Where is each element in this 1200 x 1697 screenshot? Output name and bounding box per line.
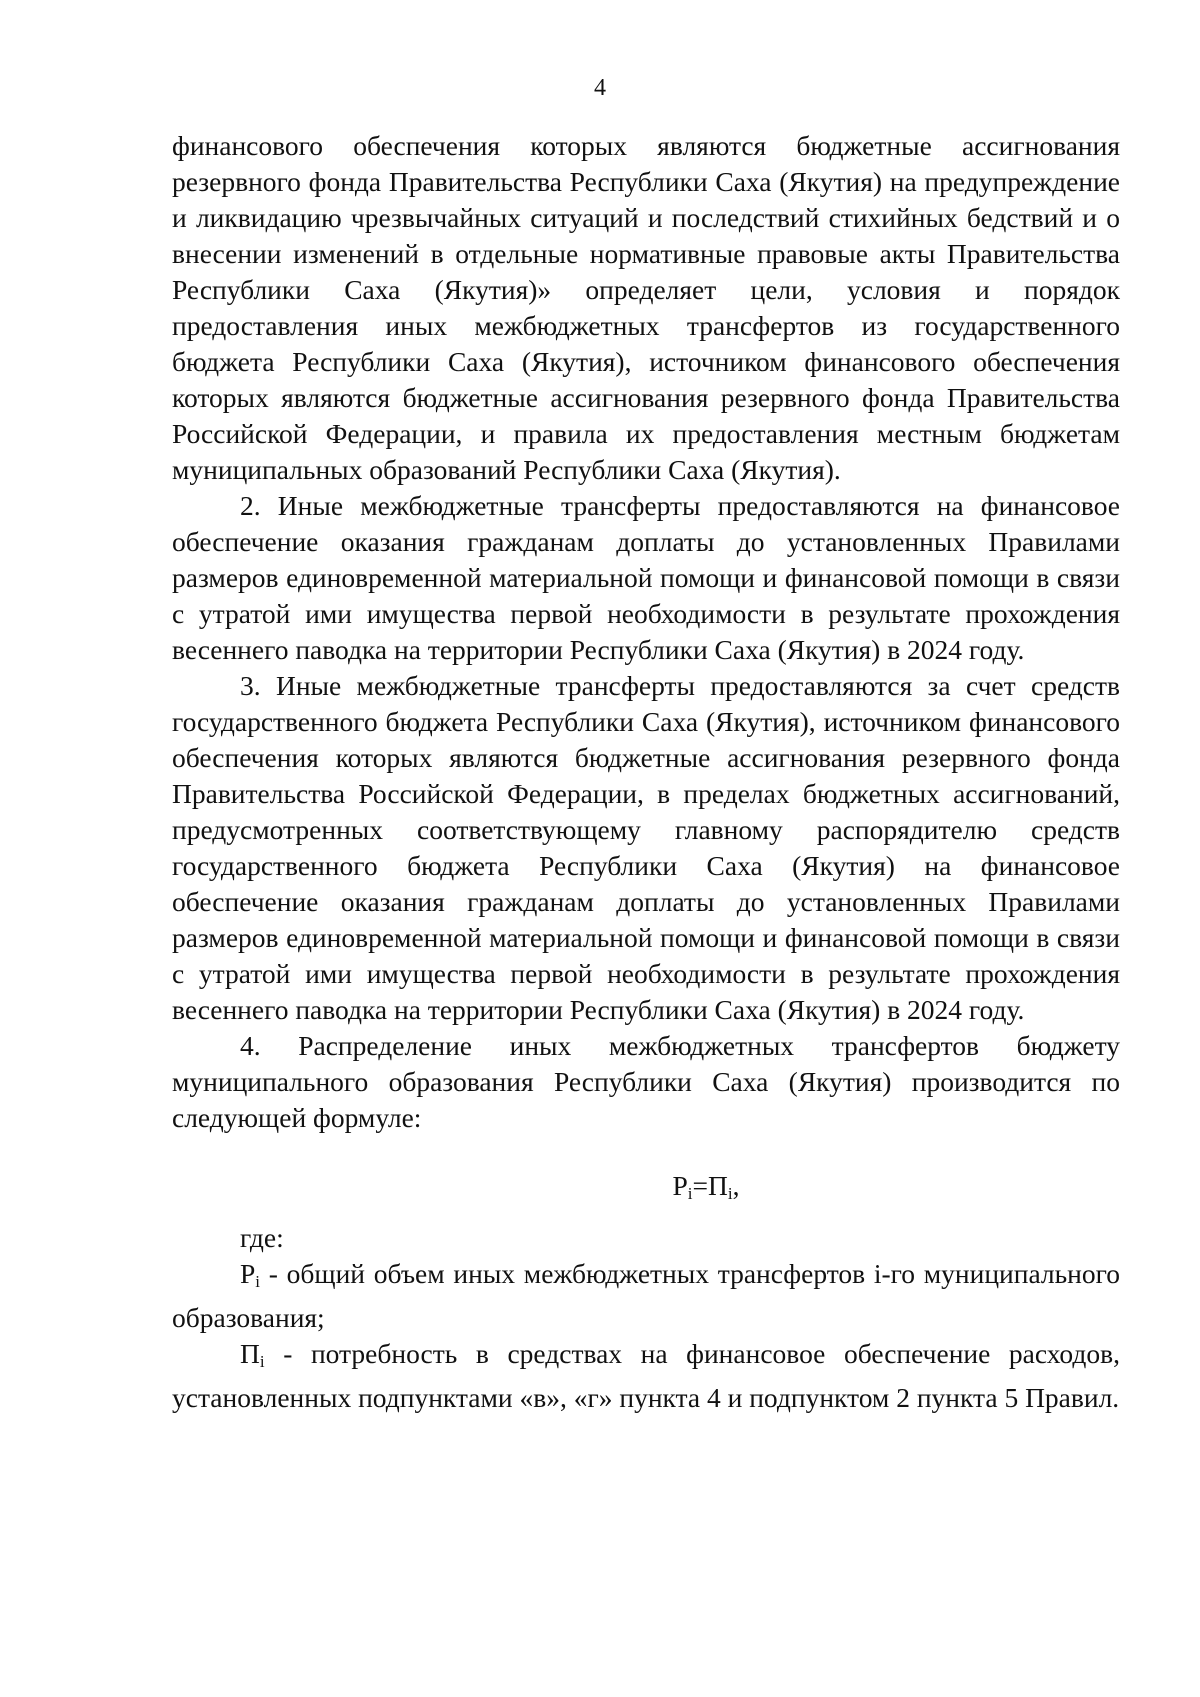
paragraph-2: 2. Иные межбюджетные трансферты предоставляются на финансовое обеспечение оказания гражданам доплаты до установленных Правилами размеров единовременной материальной помощи и финансовой помощи в связи с утратой ими имущества первой необходимости в результате прохождения весеннего паводка на территории Республики Саха (Якутия) в 2024 году. bbox=[172, 490, 1120, 665]
definition-p bbox=[172, 1256, 1120, 1336]
formula-pi-symbol: П bbox=[708, 1170, 728, 1201]
definition-p-symbol: Р bbox=[240, 1258, 256, 1289]
where-label: где: bbox=[240, 1222, 284, 1253]
document-body bbox=[172, 128, 1120, 1416]
page-number: 4 bbox=[594, 75, 606, 101]
paragraph-3: 3. Иные межбюджетные трансферты предоставляются за счет средств государственного бюджета Республики Саха (Якутия), источником финансового обеспечения которых являются бюджетные ассигнования резервного фонда Правительства Российской Федерации, в пределах бюджетных ассигнований, предусмотренных соответствующему главному распорядителю средств государственного бюджета Республики Саха (Якутия) на финансовое обеспечение оказания гражданам доплаты до установленных Правилами размеров единовременной материальной помощи и финансовой помощи в связи с утратой ими имущества первой необходимости в результате прохождения весеннего паводка на территории Республики Саха (Якутия) в 2024 году. bbox=[172, 670, 1120, 1025]
formula-tail: , bbox=[732, 1170, 740, 1201]
formula-p-symbol: Р bbox=[672, 1170, 688, 1201]
formula-pi-subscript: i bbox=[727, 1184, 733, 1203]
definition-p-subscript: i bbox=[255, 1272, 261, 1291]
formula-equals: = bbox=[692, 1170, 709, 1201]
paragraph-4: 4. Распределение иных межбюджетных трансфертов бюджету муниципального образования Республики Саха (Якутия) производится по следующей формуле: bbox=[172, 1030, 1120, 1133]
definition-pi bbox=[172, 1336, 1120, 1416]
paragraph-1: финансового обеспечения которых являются бюджетные ассигнования резервного фонда Правительства Республики Саха (Якутия) на предупреждение и ликвидацию чрезвычайных ситуаций и последствий стихийных бедствий и о внесении изменений в отдельные нормативные правовые акты Правительства Республики Саха (Якутия)» определяет цели, условия и порядок предоставления иных межбюджетных трансфертов из государственного бюджета Республики Саха (Якутия), источником финансового обеспечения которых являются бюджетные ассигнования резервного фонда Правительства Российской Федерации, и правила их предоставления местным бюджетам муниципальных образований Республики Саха (Якутия). bbox=[172, 130, 1120, 485]
definition-pi-text: - потребность в средствах на финансовое обеспечение расходов, установленных подпунктами «в», «г» пункта 4 и подпунктом 2 пункта 5 Правил. bbox=[172, 1338, 1120, 1413]
definition-pi-symbol: П bbox=[240, 1338, 260, 1369]
formula bbox=[172, 1168, 1120, 1212]
definition-pi-subscript: i bbox=[259, 1352, 265, 1371]
formula-p-subscript: i bbox=[687, 1184, 693, 1203]
definition-p-text: - общий объем иных межбюджетных трансфертов i-го муниципального образования; bbox=[172, 1258, 1120, 1333]
